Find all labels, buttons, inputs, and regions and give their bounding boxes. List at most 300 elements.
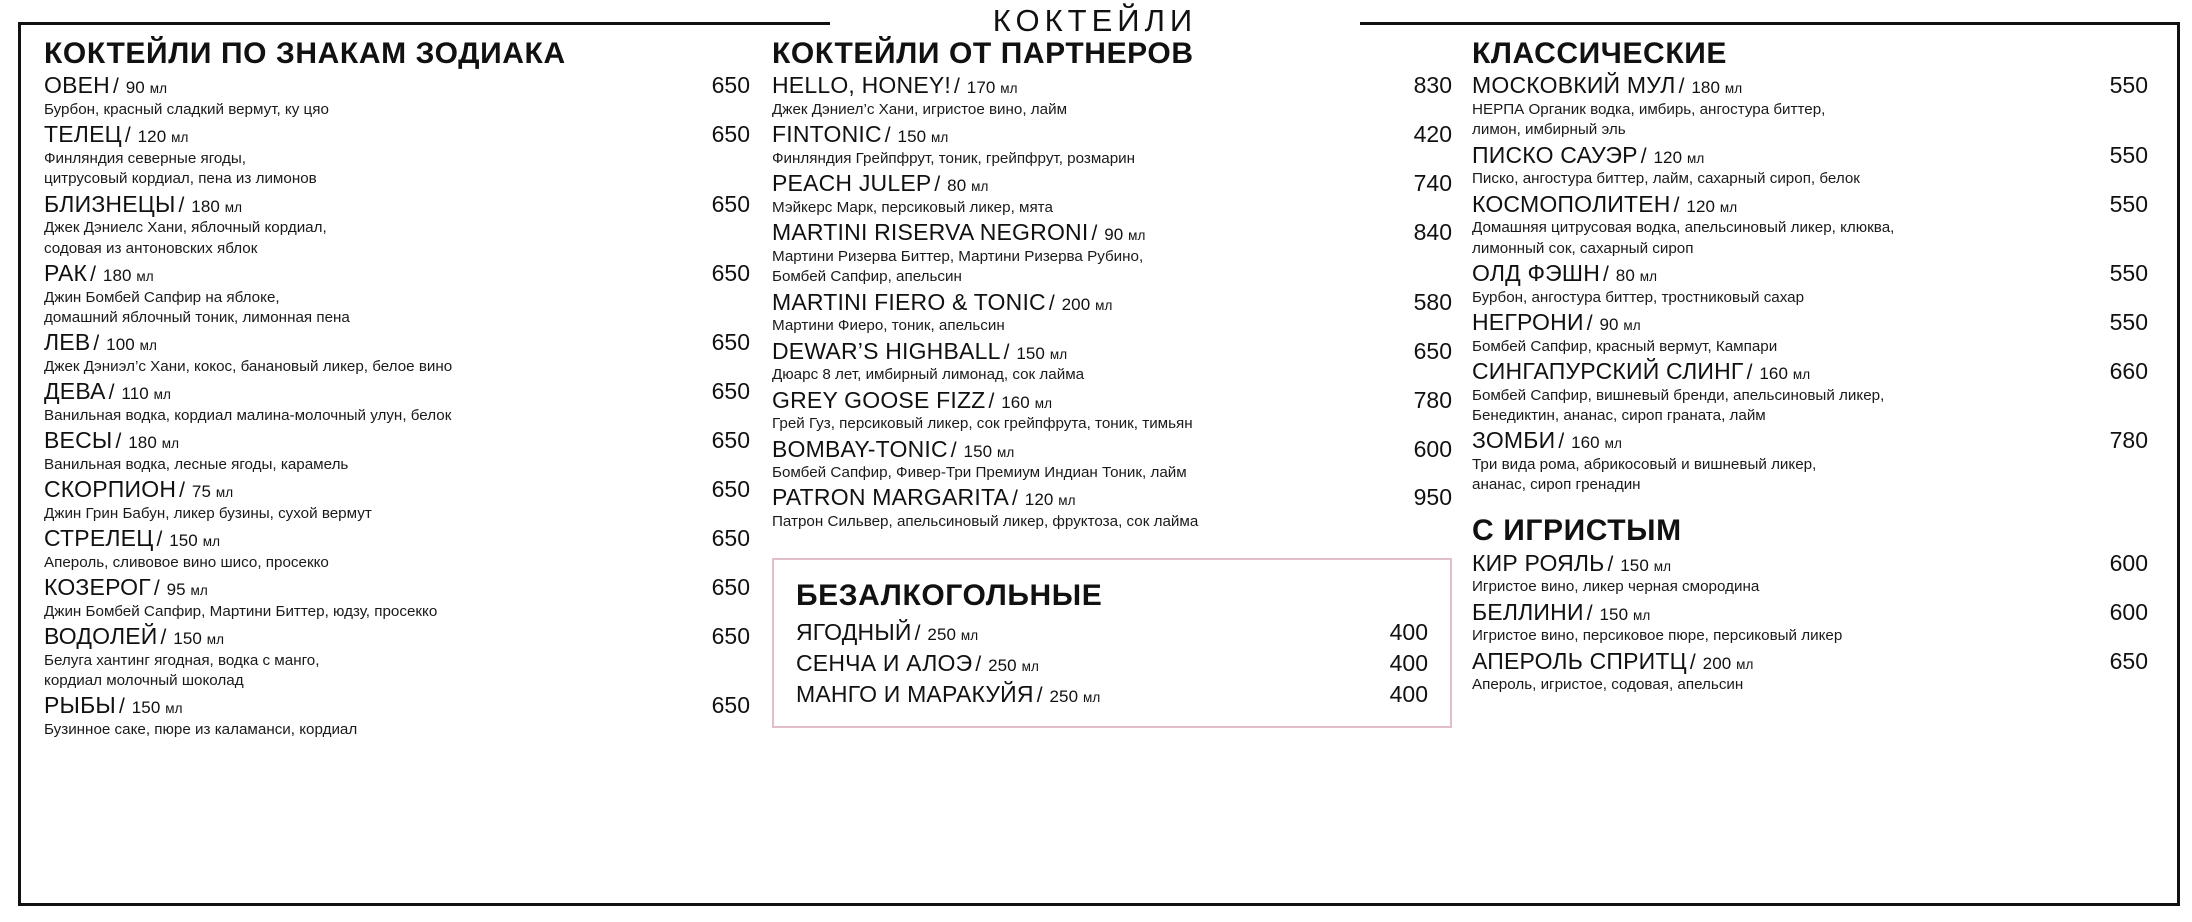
menu-item	[772, 289, 1452, 337]
menu-item	[44, 191, 750, 259]
volume-unit: мл	[171, 130, 189, 146]
menu-item-name: ЛЕВ	[44, 328, 91, 355]
volume-value: 120	[1019, 490, 1059, 510]
menu-item-volume	[1558, 430, 1622, 455]
volume-value: 180	[98, 265, 137, 285]
section-heading-partners: КОКТЕЙЛИ ОТ ПАРТНЕРОВ	[772, 37, 1194, 70]
menu-item-title	[772, 170, 988, 198]
volume-separator: /	[124, 124, 131, 148]
menu-item-price: 650	[711, 475, 750, 502]
volume-separator: /	[1003, 340, 1010, 364]
menu-item-description: Ванильная водка, кордиал малина-молочный улун, белок	[44, 406, 452, 424]
menu-item-name: ВЕСЫ	[44, 426, 113, 453]
menu-item-name: БЕЛЛИНИ	[1472, 598, 1584, 625]
menu-item-price: 550	[2109, 141, 2148, 168]
volume-value: 250	[922, 624, 961, 644]
menu-item-name: FINTONIC	[772, 121, 882, 148]
menu-item-description: кордиал молочный шоколад	[44, 671, 244, 689]
menu-item-row	[44, 329, 750, 357]
volume-separator: /	[1012, 487, 1018, 511]
volume-unit: мл	[1058, 493, 1076, 509]
menu-item-row	[1472, 260, 2148, 288]
volume-unit: мл	[1034, 395, 1053, 411]
menu-item-name: ТЕЛЕЦ	[44, 121, 122, 148]
menu-item-row	[1472, 648, 2148, 676]
menu-item-title	[44, 260, 154, 288]
menu-item-row	[772, 436, 1452, 464]
volume-value: 200	[1056, 294, 1096, 314]
menu-item-volume	[1690, 651, 1754, 676]
volume-unit: мл	[1653, 558, 1672, 574]
menu-item-name: РЫБЫ	[44, 692, 116, 719]
volume-value: 150	[126, 698, 166, 718]
volume-value: 90	[1594, 314, 1624, 334]
section-heading-classics: КЛАССИЧЕСКИЕ	[1472, 37, 1728, 70]
menu-item-name: PEACH JULEP	[772, 170, 932, 197]
menu-item-price: 400	[1389, 681, 1428, 708]
menu-item-volume	[179, 479, 233, 504]
menu-item-description: Писко, ангостура биттер, лайм, сахарный сироп, белок	[1472, 170, 1860, 188]
menu-columns	[18, 22, 2180, 906]
menu-item-volume	[119, 695, 183, 720]
menu-item-title	[1472, 191, 1737, 219]
menu-item	[44, 525, 750, 573]
menu-item	[1472, 550, 2148, 598]
volume-separator: /	[1586, 311, 1593, 335]
volume-separator: /	[1048, 291, 1055, 315]
volume-unit: мл	[136, 268, 154, 284]
menu-item-volume	[885, 124, 949, 149]
menu-item-title	[44, 121, 188, 149]
menu-item-title	[1472, 358, 1810, 386]
menu-item-price: 740	[1413, 170, 1452, 197]
menu-item-description: Джин Бомбей Сапфир на яблоке,	[44, 288, 280, 306]
menu-item-description: Три вида рома, абрикосовый и вишневый ликер,	[1472, 455, 1817, 473]
menu-item-row	[1472, 550, 2148, 578]
menu-item-title	[1472, 142, 1704, 170]
menu-item-title	[44, 692, 183, 720]
volume-value: 150	[892, 127, 932, 147]
volume-value: 250	[983, 655, 1022, 675]
volume-value: 150	[168, 628, 207, 648]
section-heading-non-alcoholic: БЕЗАЛКОГОЛЬНЫЕ	[796, 579, 1103, 613]
menu-item-volume	[1607, 553, 1671, 578]
menu-item	[44, 72, 750, 120]
menu-item-price: 650	[711, 72, 750, 99]
volume-separator: /	[179, 478, 186, 502]
volume-value: 150	[958, 441, 998, 461]
menu-item-title	[44, 72, 167, 100]
menu-item-description: домашний яблочный тоник, лимонная пена	[44, 308, 350, 326]
volume-value: 120	[132, 127, 172, 147]
menu-item-name: HELLO, HONEY!	[772, 72, 951, 99]
volume-value: 150	[1615, 555, 1654, 575]
volume-value: 80	[942, 176, 972, 196]
menu-item-name: СИНГАПУРСКИЙ СЛИНГ	[1472, 357, 1744, 384]
menu-item-row	[796, 617, 1428, 648]
volume-value: 180	[123, 432, 162, 452]
menu-item-row	[44, 121, 750, 149]
volume-value: 110	[116, 383, 154, 403]
menu-item-row	[772, 72, 1452, 100]
volume-separator: /	[914, 621, 921, 645]
menu-item	[44, 574, 750, 622]
menu-item-description: Игристое вино, ликер черная смородина	[1472, 578, 1760, 596]
menu-item-price: 600	[1413, 435, 1452, 462]
volume-unit: мл	[1632, 607, 1651, 623]
menu-item-price: 550	[2109, 72, 2148, 99]
menu-item-row	[1472, 309, 2148, 337]
menu-item-row	[1472, 191, 2148, 219]
volume-value: 160	[1754, 363, 1793, 383]
menu-item-description: НЕРПА Органик водка, имбирь, ангостура биттер,	[1472, 101, 1826, 119]
menu-item	[1472, 648, 2148, 696]
menu-item-row	[772, 289, 1452, 317]
menu-item-title	[1472, 648, 1754, 676]
volume-separator: /	[954, 75, 960, 99]
volume-value: 150	[164, 530, 203, 550]
menu-item-row	[772, 387, 1452, 415]
menu-item-row	[44, 574, 750, 602]
menu-item-volume	[109, 381, 171, 406]
volume-separator: /	[115, 429, 122, 453]
menu-item-description: Джек Дэниэл’с Хани, кокос, банановый ликер, белое вино	[44, 357, 453, 375]
menu-item-volume	[975, 651, 1039, 679]
menu-item-description: Финляндия северные ягоды,	[44, 150, 247, 168]
menu-item-price: 550	[2109, 190, 2148, 217]
menu-item-volume	[934, 173, 988, 198]
menu-item-row	[44, 427, 750, 455]
volume-separator: /	[988, 389, 995, 413]
menu-item-title	[772, 387, 1052, 415]
menu-item-price: 650	[1413, 337, 1452, 364]
menu-item-description: Апероль, сливовое вино шисо, просекко	[44, 553, 329, 571]
menu-item-description: содовая из антоновских яблок	[44, 239, 258, 257]
volume-separator: /	[153, 576, 160, 600]
menu-item-volume	[1012, 487, 1076, 512]
menu-item-name: СКОРПИОН	[44, 475, 177, 502]
volume-separator: /	[160, 625, 167, 649]
menu-item-row	[1472, 142, 2148, 170]
menu-item-title	[772, 436, 1014, 464]
volume-unit: мл	[1623, 317, 1641, 333]
volume-unit: мл	[1000, 81, 1018, 97]
volume-separator: /	[1689, 650, 1696, 674]
menu-item-price: 840	[1413, 219, 1452, 246]
menu-item-description: Мартини Ризерва Биттер, Мартини Ризерва Рубино,	[772, 248, 1144, 266]
menu-item-description: Домашняя цитрусовая водка, апельсиновый ликер, клюква,	[1472, 219, 1895, 237]
menu-item	[772, 121, 1452, 169]
menu-item	[1472, 599, 2148, 647]
menu-item	[772, 436, 1452, 484]
menu-item-description: Мэйкерс Марк, персиковый ликер, мята	[772, 199, 1053, 217]
menu-item-name: ДЕВА	[44, 377, 106, 404]
volume-separator: /	[178, 193, 185, 217]
volume-unit: мл	[997, 444, 1015, 460]
volume-separator: /	[1586, 601, 1593, 625]
menu-item-title	[1472, 260, 1657, 288]
menu-item-name: ЯГОДНЫЙ	[796, 618, 912, 645]
volume-separator: /	[1746, 360, 1753, 384]
menu-item-volume	[988, 390, 1052, 415]
menu-item-row	[44, 260, 750, 288]
menu-item-name: ОЛД ФЭШН	[1472, 259, 1600, 286]
menu-item-title	[1472, 599, 1650, 627]
volume-unit: мл	[224, 199, 243, 215]
menu-item	[772, 484, 1452, 532]
menu-item-title	[796, 617, 978, 648]
volume-unit: мл	[1128, 228, 1146, 244]
menu-item-title	[772, 72, 1018, 100]
menu-item-price: 780	[1413, 386, 1452, 413]
volume-unit: мл	[190, 582, 208, 598]
menu-item-title	[44, 476, 233, 504]
menu-item-name: КОСМОПОЛИТЕН	[1472, 190, 1671, 217]
menu-item-description: Мартини Фиеро, тоник, апельсин	[772, 317, 1005, 335]
volume-value: 150	[1594, 604, 1633, 624]
volume-unit: мл	[1719, 199, 1738, 215]
menu-item-price: 650	[711, 692, 750, 719]
menu-item-title	[1472, 309, 1641, 337]
menu-item	[44, 378, 750, 426]
page-title: КОКТЕЙЛИ	[992, 3, 1198, 38]
menu-item-name: ЗОМБИ	[1472, 426, 1556, 453]
volume-value: 75	[187, 481, 216, 501]
menu-item-description: цитрусовый кордиал, пена из лимонов	[44, 170, 317, 188]
menu-item-title	[44, 623, 224, 651]
menu-item-name: BOMBAY-TONIC	[772, 435, 948, 462]
volume-unit: мл	[206, 631, 225, 647]
menu-item-price: 400	[1389, 649, 1428, 676]
menu-item-name: ОВЕН	[44, 72, 110, 99]
menu-item-description: Грей Гуз, персиковый ликер, сок грейпфрута, тоник, тимьян	[772, 415, 1193, 433]
menu-item	[44, 427, 750, 475]
menu-item-description: Бурбон, красный сладкий вермут, ку цяо	[44, 101, 329, 119]
menu-item-description: Джек Дэниел’с Хани, игристое вино, лайм	[772, 101, 1068, 119]
menu-item	[1472, 309, 2148, 357]
volume-unit: мл	[1604, 435, 1622, 451]
volume-unit: мл	[931, 130, 949, 146]
menu-item-price: 550	[2109, 308, 2148, 335]
volume-unit: мл	[1724, 81, 1743, 97]
menu-item-price: 830	[1413, 72, 1452, 99]
volume-separator: /	[118, 695, 125, 719]
menu-item-row	[796, 648, 1428, 679]
volume-unit: мл	[202, 533, 221, 549]
volume-separator: /	[1091, 222, 1098, 246]
volume-unit: мл	[1095, 297, 1113, 313]
menu-item-title	[44, 329, 157, 357]
menu-item-volume	[1091, 222, 1145, 247]
volume-unit: мл	[971, 179, 989, 195]
volume-separator: /	[108, 380, 115, 404]
menu-item-price: 650	[711, 622, 750, 649]
menu-item-volume	[1004, 341, 1068, 366]
section-heading-sparkling: С ИГРИСТЫМ	[1472, 514, 1682, 548]
menu-item-price: 650	[711, 121, 750, 148]
menu-item-volume	[125, 124, 189, 149]
volume-value: 180	[186, 196, 225, 216]
menu-item	[772, 72, 1452, 120]
menu-item-title	[772, 219, 1146, 247]
menu-item-title	[1472, 72, 1742, 100]
menu-item-volume	[115, 430, 179, 455]
menu-item	[796, 679, 1428, 710]
menu-item-name: MARTINI RISERVA NEGRONI	[772, 219, 1089, 246]
menu-item-volume	[113, 75, 167, 100]
menu-item-description: Джек Дэниелс Хани, яблочный кордиал,	[44, 219, 327, 237]
menu-item-title	[44, 191, 242, 219]
menu-item-volume	[1679, 75, 1743, 100]
menu-item-description: Дюарс 8 лет, имбирный лимонад, сок лайма	[772, 366, 1085, 384]
volume-separator: /	[1603, 262, 1609, 286]
menu-item	[1472, 260, 2148, 308]
menu-item-name: НЕГРОНИ	[1472, 308, 1584, 335]
menu-item-name: ВОДОЛЕЙ	[44, 622, 158, 649]
menu-item-row	[1472, 72, 2148, 100]
menu-item-description: лимонный сок, сахарный сироп	[1472, 239, 1694, 257]
menu-item-description: Бенедиктин, ананас, сироп граната, лайм	[1472, 406, 1766, 424]
volume-separator: /	[90, 262, 97, 286]
menu-item-name: БЛИЗНЕЦЫ	[44, 190, 176, 217]
menu-item-description: ананас, сироп гренадин	[1472, 475, 1641, 493]
menu-item-row	[1472, 358, 2148, 386]
volume-separator: /	[1673, 193, 1680, 217]
menu-item-row	[772, 484, 1452, 512]
menu-item-description: Финляндия Грейпфрут, тоник, грейпфрут, розмарин	[772, 150, 1136, 168]
menu-item	[772, 170, 1452, 218]
menu-item	[1472, 142, 2148, 190]
menu-item-price: 950	[1413, 484, 1452, 511]
volume-unit: мл	[1082, 690, 1101, 706]
menu-item-row	[796, 679, 1428, 710]
menu-item	[44, 329, 750, 377]
menu-item-row	[44, 623, 750, 651]
menu-item-row	[44, 476, 750, 504]
menu-item-price: 650	[711, 328, 750, 355]
menu-item-row	[1472, 599, 2148, 627]
menu-item-price: 650	[711, 190, 750, 217]
volume-value: 95	[161, 579, 191, 599]
menu-item-volume	[954, 75, 1018, 100]
menu-item-row	[44, 692, 750, 720]
menu-item	[44, 121, 750, 189]
menu-item-title	[772, 289, 1112, 317]
menu-item-price: 600	[2109, 549, 2148, 576]
menu-item-row	[772, 170, 1452, 198]
volume-unit: мл	[149, 81, 168, 97]
menu-item-name: КОЗЕРОГ	[44, 573, 151, 600]
menu-item-volume	[1587, 312, 1641, 337]
menu-item-price: 650	[711, 259, 750, 286]
menu-item-name: ПИСКО САУЭР	[1472, 141, 1638, 168]
menu-item-row	[772, 219, 1452, 247]
menu-item-volume	[90, 263, 154, 288]
menu-item-price: 780	[2109, 426, 2148, 453]
menu-item-title	[44, 574, 208, 602]
menu-item-description: Апероль, игристое, содовая, апельсин	[1472, 676, 1744, 694]
volume-value: 160	[1566, 432, 1605, 452]
menu-item-name: GREY GOOSE FIZZ	[772, 386, 986, 413]
menu-item	[1472, 358, 2148, 426]
menu-item-title	[796, 648, 1039, 679]
volume-value: 90	[1099, 225, 1129, 245]
menu-item-price: 550	[2109, 259, 2148, 286]
volume-value: 200	[1697, 653, 1737, 673]
menu-item	[772, 219, 1452, 287]
menu-item-volume	[1037, 682, 1101, 710]
menu-item-volume	[93, 332, 157, 357]
menu-item	[772, 338, 1452, 386]
menu-item-price: 420	[1413, 121, 1452, 148]
volume-value: 180	[1686, 78, 1725, 98]
volume-separator: /	[884, 124, 891, 148]
volume-value: 120	[1681, 196, 1720, 216]
menu-item-name: МОСКОВКИЙ МУЛ	[1472, 72, 1676, 99]
menu-item-row	[44, 525, 750, 553]
menu-item-title	[44, 427, 179, 455]
menu-item-price: 650	[711, 573, 750, 600]
volume-separator: /	[1678, 75, 1685, 99]
volume-unit: мл	[215, 484, 234, 500]
volume-separator: /	[112, 75, 119, 99]
volume-separator: /	[1558, 429, 1565, 453]
menu-item-name: MARTINI FIERO & TONIC	[772, 288, 1046, 315]
menu-item-description: Джин Бомбей Сапфир, Мартини Биттер, юдзу, просекко	[44, 602, 438, 620]
menu-item-volume	[951, 439, 1015, 464]
menu-item-price: 580	[1413, 288, 1452, 315]
volume-unit: мл	[1049, 346, 1068, 362]
column-partners	[772, 38, 1472, 728]
volume-value: 80	[1610, 265, 1640, 285]
menu-item-price: 650	[2109, 647, 2148, 674]
menu-item-price: 650	[711, 426, 750, 453]
menu-item-description: Бузинное саке, пюре из каламанси, кордиал	[44, 720, 358, 738]
menu-item-description: Бомбей Сапфир, апельсин	[772, 268, 962, 286]
menu-item-row	[44, 191, 750, 219]
menu-item	[44, 623, 750, 691]
volume-unit: мл	[1736, 656, 1754, 672]
menu-item	[772, 387, 1452, 435]
volume-value: 90	[120, 78, 150, 98]
menu-item-price: 400	[1389, 618, 1428, 645]
menu-item-name: СЕНЧА И АЛОЭ	[796, 649, 973, 676]
menu-item-description: Патрон Сильвер, апельсиновый ликер, фруктоза, сок лайма	[772, 513, 1199, 531]
menu-item-price: 650	[711, 377, 750, 404]
menu-item-volume	[1603, 263, 1657, 288]
menu-item-price: 660	[2109, 357, 2148, 384]
volume-value: 160	[996, 392, 1035, 412]
menu-item	[796, 648, 1428, 679]
menu-item-name: PATRON MARGARITA	[772, 484, 1010, 511]
menu-item-volume	[1641, 145, 1705, 170]
menu-item-price: 650	[711, 524, 750, 551]
menu-item-row	[44, 72, 750, 100]
menu-item	[44, 692, 750, 740]
menu-item-volume	[915, 620, 979, 648]
menu-item-volume	[179, 194, 243, 219]
menu-item-volume	[1587, 602, 1651, 627]
volume-separator: /	[156, 527, 163, 551]
menu-item	[1472, 72, 2148, 140]
volume-unit: мл	[1792, 366, 1811, 382]
volume-separator: /	[975, 652, 982, 676]
menu-item	[1472, 191, 2148, 259]
menu-item-description: Джин Грин Бабун, ликер бузины, сухой вермут	[44, 504, 372, 522]
non-alcoholic-box	[772, 558, 1452, 728]
volume-unit: мл	[1686, 150, 1705, 166]
volume-value: 250	[1044, 687, 1083, 707]
